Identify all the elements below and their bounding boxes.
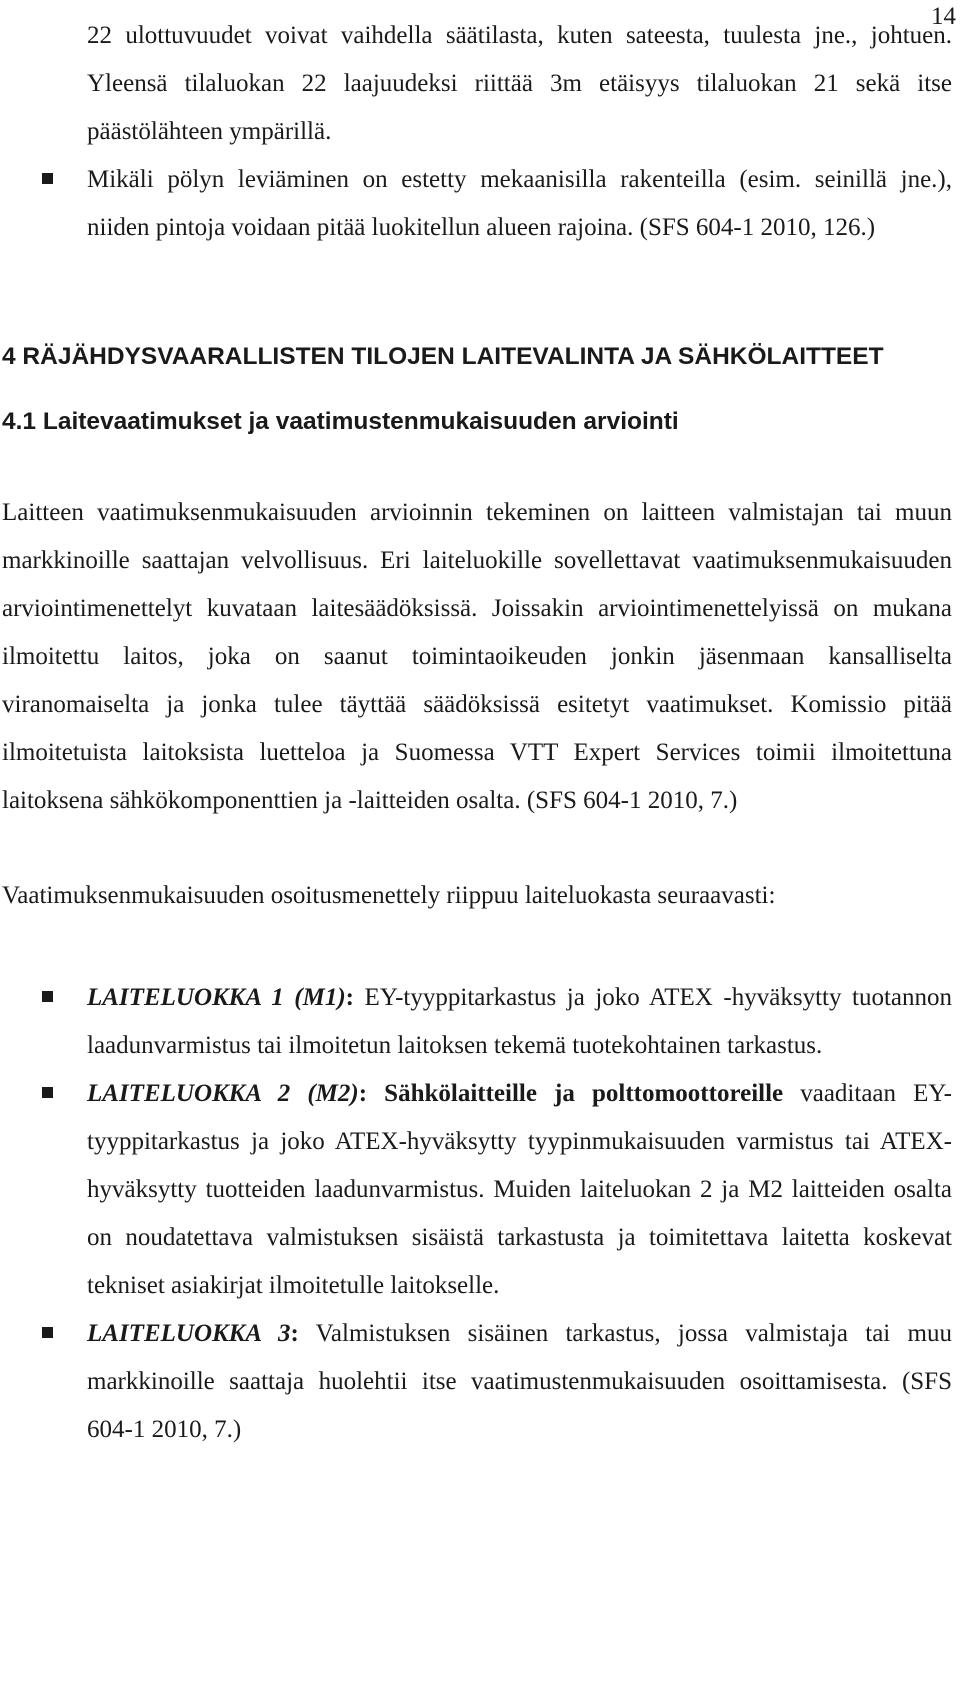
- square-bullet-icon: [42, 1327, 53, 1338]
- category-colon: :: [345, 984, 354, 1011]
- square-bullet-icon: [42, 173, 53, 184]
- category-colon: :: [290, 1320, 299, 1347]
- square-bullet-icon: [42, 1087, 53, 1098]
- category-term: LAITELUOKKA 2 (M2): [87, 1080, 359, 1107]
- category-text: Valmistuksen sisäinen tarkastus, jossa valmistaja tai muu markkinoille saattaja huolehtii itse vaatimustenmukaisuuden osoittamisesta. (SFS 604-1 2010, 7.): [87, 1320, 952, 1443]
- list-item-category-2: [2, 1070, 952, 1310]
- paragraph-intro-list: Vaatimuksenmukaisuuden osoitusmenettely riippuu laiteluokasta seuraavasti:: [2, 882, 776, 909]
- page-number: 14: [931, 3, 956, 30]
- list-item-dust-boundaries: [2, 156, 952, 252]
- continuation-paragraph: 22 ulottuvuudet voivat vaihdella säätilasta, kuten sateesta, tuulesta jne., johtuen. Yleensä tilaluokan 22 laajuudeksi riittää 3m etäisyys tilaluokan 21 sekä itse päästölähteen ympärillä.: [87, 22, 952, 145]
- paragraph-conformity: Laitteen vaatimuksenmukaisuuden arvioinnin tekeminen on laitteen valmistajan tai muun markkinoille saattajan velvollisuus. Eri laiteluokille sovellettavat vaatimuksenmukaisuuden arviointimenettelyt kuvataan laitesäädöksissä. Joissakin arviointimenettelyissä on mukana ilmoitettu laitos, joka on saanut toimintaoikeuden jonkin jäsenmaan kansalliselta viranomaiselta ja jonka tulee täyttää säädöksissä esitetyt vaatimukset. Komissio pitää ilmoitetuista laitoksista luetteloa ja Suomessa VTT Expert Services toimii ilmoitettuna laitoksena sähkökomponenttien ja -laitteiden osalta. (SFS 604-1 2010, 7.): [2, 499, 952, 814]
- category-term: LAITELUOKKA 3: [87, 1320, 291, 1347]
- chapter-heading: 4 RÄJÄHDYSVAARALLISTEN TILOJEN LAITEVALINTA JA SÄHKÖLAITTEET: [2, 343, 884, 370]
- category-text: vaaditaan EY-tyyppitarkastus ja joko ATEX-hyväksytty tyypinmukaisuuden varmistus tai ATEX-hyväksytty tuotteiden laadunvarmistus. Muiden laiteluokan 2 ja M2 laitteiden osalta on noudatettava valmistuksen sisäistä tarkastusta ja toimitettava laitetta koskevat tekniset asiakirjat ilmoitetulle laitokselle.: [87, 1080, 953, 1299]
- section-heading: 4.1 Laitevaatimukset ja vaatimustenmukaisuuden arviointi: [2, 408, 679, 435]
- list-item-category-1: [2, 974, 952, 1070]
- list-item-category-3: [2, 1310, 952, 1454]
- page-content: [2, 12, 952, 1454]
- category-list: [2, 974, 952, 1454]
- category-bold-text: Sähkölaitteille ja polttomoottoreille: [367, 1080, 784, 1107]
- category-colon: :: [358, 1080, 368, 1107]
- square-bullet-icon: [42, 991, 53, 1002]
- bullet-text: Mikäli pölyn leviäminen on estetty mekaanisilla rakenteilla (esim. seinillä jne.), niiden pintoja voidaan pitää luokitellun alueen rajoina. (SFS 604-1 2010, 126.): [87, 166, 952, 241]
- category-text: EY-tyyppitarkastus ja joko ATEX -hyväksytty tuotannon laadunvarmistus tai ilmoitetun laitoksen tekemä tuotekohtainen tarkastus.: [87, 984, 953, 1059]
- category-term: LAITELUOKKA 1 (M1): [87, 984, 346, 1011]
